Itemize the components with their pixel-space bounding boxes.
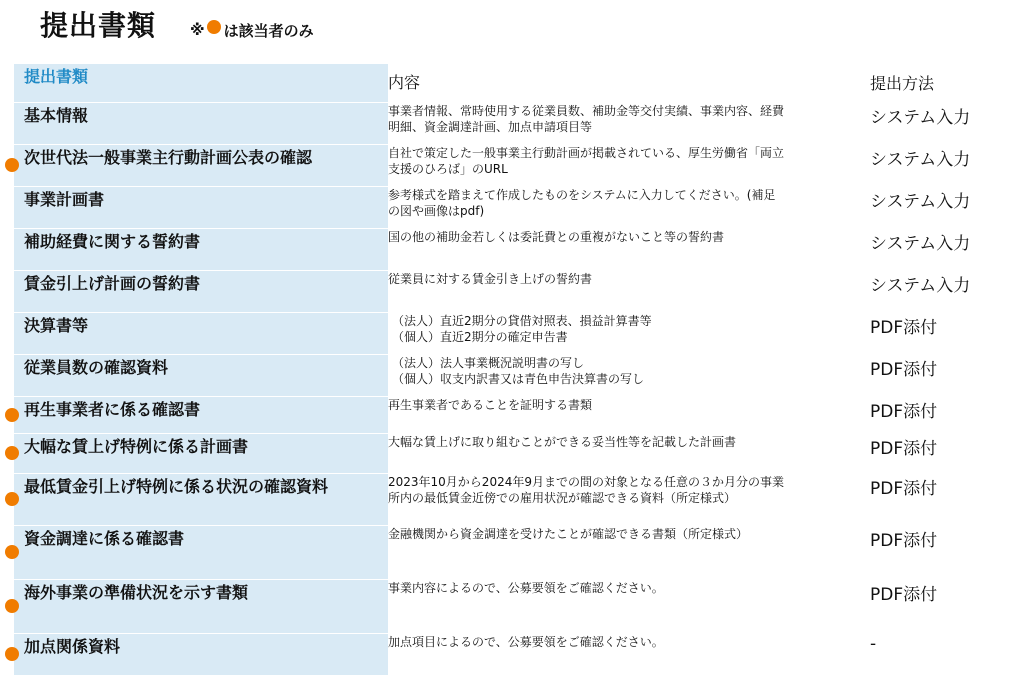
content-cell	[388, 312, 870, 354]
orange-dot-icon	[5, 599, 19, 613]
header-cell-content: 内容	[388, 64, 870, 102]
document-name-cell	[14, 354, 388, 396]
orange-dot-icon	[5, 158, 19, 172]
document-name-cell	[14, 633, 388, 675]
content-line: 事業内容によるので、公募要領をご確認ください。	[388, 580, 664, 595]
content-line: （個人）収支内訳書又は青色申告決算書の写し	[392, 371, 645, 386]
submission-method: システム入力	[870, 186, 1016, 228]
table-row	[14, 354, 1016, 396]
orange-dot-icon	[5, 492, 19, 506]
content-line: 2023年10月から2024年9月までの間の対象となる任意の３か月分の事業	[388, 474, 784, 489]
content-cell	[388, 579, 870, 633]
document-name: 大幅な賃上げ特例に係る計画書	[24, 436, 249, 456]
document-name: 賃金引上げ計画の誓約書	[24, 273, 201, 293]
content-line: （法人）直近2期分の貸借対照表、損益計算書等	[392, 313, 652, 328]
document-name-cell	[14, 228, 388, 270]
content-line: 金融機関から資金調達を受けたことが確認できる書類（所定様式）	[388, 526, 749, 541]
document-name-cell	[14, 579, 388, 633]
content-cell	[388, 473, 870, 525]
content-cell	[388, 186, 870, 228]
content-line: 再生事業者であることを証明する書類	[388, 397, 593, 412]
content-cell	[388, 396, 870, 433]
table-row	[14, 433, 1016, 473]
submission-method: システム入力	[870, 144, 1016, 186]
document-name-cell	[14, 473, 388, 525]
submission-method: -	[870, 633, 1016, 675]
content-cell	[388, 270, 870, 312]
content-line: 支援のひろば」のURL	[388, 161, 508, 176]
content-line: 従業員に対する賃金引き上げの誓約書	[388, 271, 593, 286]
content-line: 所内の最低賃金近傍での雇用状況が確認できる資料（所定様式）	[388, 490, 737, 505]
submission-method: システム入力	[870, 102, 1016, 144]
legend-note	[190, 20, 314, 41]
document-name: 最低賃金引上げ特例に係る状況の確認資料	[24, 476, 329, 496]
orange-dot-icon	[5, 446, 19, 460]
content-cell	[388, 354, 870, 396]
table-row	[14, 579, 1016, 633]
document-name-cell	[14, 525, 388, 579]
table-row	[14, 102, 1016, 144]
title-row	[40, 4, 314, 44]
document-name: 次世代法一般事業主行動計画公表の確認	[24, 147, 313, 167]
content-line: 国の他の補助金若しくは委託費との重複がないこと等の誓約書	[388, 229, 725, 244]
table-row	[14, 270, 1016, 312]
documents-table	[14, 64, 1016, 676]
content-line: 自社で策定した一般事業主行動計画が掲載されている、厚生労働省「両立	[388, 145, 785, 160]
submission-method: PDF添付	[870, 579, 1016, 633]
document-name: 加点関係資料	[24, 636, 121, 656]
submission-method: システム入力	[870, 228, 1016, 270]
content-cell	[388, 102, 870, 144]
content-cell	[388, 228, 870, 270]
table-header-row	[14, 64, 1016, 102]
content-cell	[388, 144, 870, 186]
content-line: 参考様式を踏まえて作成したものをシステムに入力してください。(補足	[388, 187, 776, 202]
table-row	[14, 228, 1016, 270]
content-line: の図や画像はpdf)	[388, 203, 485, 218]
submission-method: PDF添付	[870, 473, 1016, 525]
content-line: 加点項目によるので、公募要領をご確認ください。	[388, 634, 664, 649]
submission-method: PDF添付	[870, 525, 1016, 579]
orange-dot-icon	[5, 545, 19, 559]
document-name: 資金調達に係る確認書	[24, 528, 185, 548]
header-cell-method: 提出方法	[870, 64, 1016, 102]
table-row	[14, 144, 1016, 186]
content-cell	[388, 433, 870, 473]
content-line: （個人）直近2期分の確定申告書	[392, 329, 568, 344]
content-cell	[388, 525, 870, 579]
orange-dot-icon	[5, 647, 19, 661]
document-name: 補助経費に関する誓約書	[24, 231, 201, 251]
submission-method: システム入力	[870, 270, 1016, 312]
header-cell-document: 提出書類	[14, 64, 388, 102]
page-title: 提出書類	[40, 9, 157, 42]
document-name: 従業員数の確認資料	[24, 357, 169, 377]
document-name: 決算書等	[24, 315, 89, 335]
document-name-cell	[14, 312, 388, 354]
document-name-cell	[14, 270, 388, 312]
content-line: 事業者情報、常時使用する従業員数、補助金等交付実績、事業内容、経費	[388, 103, 785, 118]
document-name-cell	[14, 102, 388, 144]
table-row	[14, 633, 1016, 675]
table-row	[14, 396, 1016, 433]
legend-prefix: ※	[190, 21, 205, 39]
legend-text: は該当者のみ	[223, 21, 314, 40]
table-row	[14, 473, 1016, 525]
document-name-cell	[14, 144, 388, 186]
submission-method: PDF添付	[870, 433, 1016, 473]
content-line: 大幅な賃上げに取り組むことができる妥当性等を記載した計画書	[388, 434, 737, 449]
document-name: 再生事業者に係る確認書	[24, 399, 201, 419]
document-name-cell	[14, 396, 388, 433]
content-cell	[388, 633, 870, 675]
table-row	[14, 312, 1016, 354]
table-row	[14, 525, 1016, 579]
submission-method: PDF添付	[870, 396, 1016, 433]
document-name: 基本情報	[24, 105, 89, 125]
document-name: 事業計画書	[24, 189, 105, 209]
orange-dot-icon	[5, 408, 19, 422]
orange-dot-icon	[207, 20, 221, 34]
submission-method: PDF添付	[870, 354, 1016, 396]
content-line: （法人）法人事業概況説明書の写し	[392, 355, 585, 370]
document-name-cell	[14, 433, 388, 473]
submission-method: PDF添付	[870, 312, 1016, 354]
document-name-cell	[14, 186, 388, 228]
table-row	[14, 186, 1016, 228]
document-name: 海外事業の準備状況を示す書類	[24, 582, 249, 602]
content-line: 明細、資金調達計画、加点申請項目等	[388, 119, 593, 134]
